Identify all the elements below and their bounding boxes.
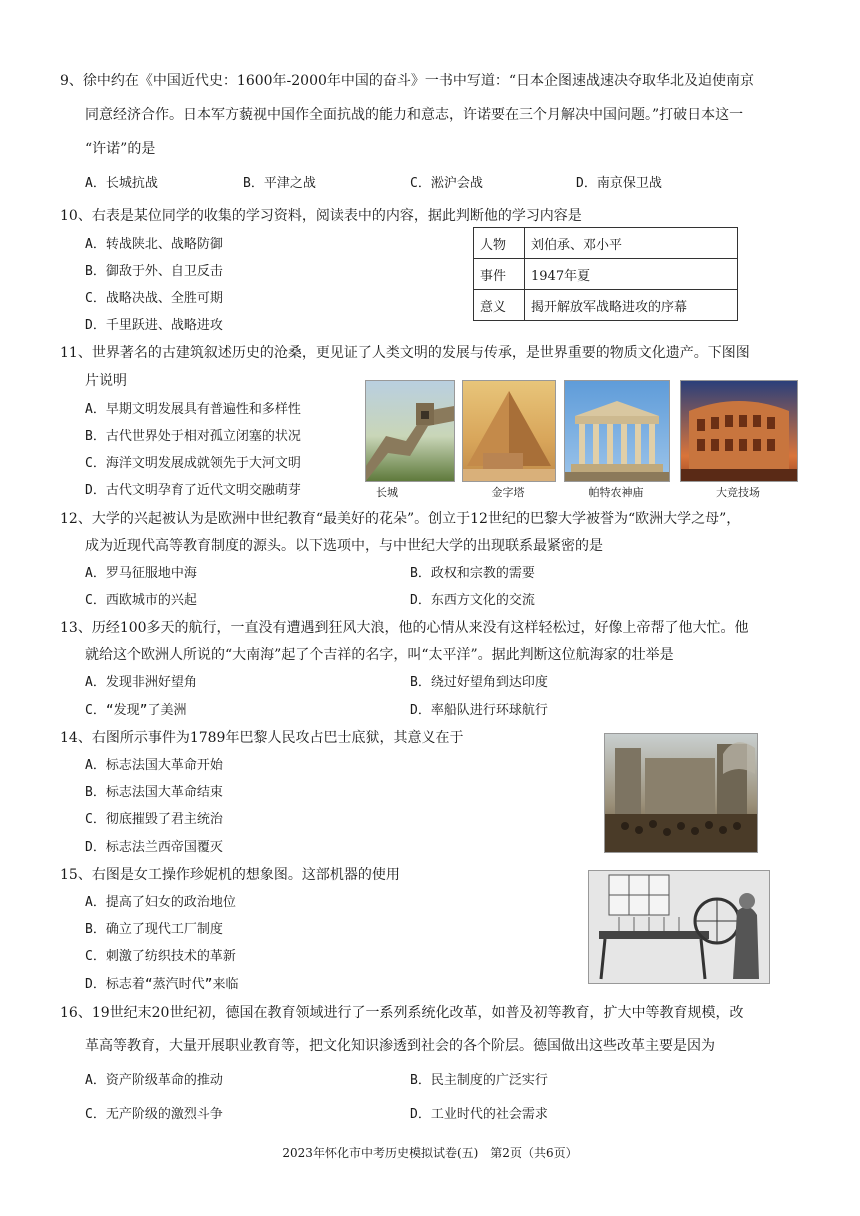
- great-wall-photo: [365, 380, 455, 482]
- colosseum-photo: [680, 380, 798, 482]
- q9-option-b[interactable]: B．平津之战: [243, 176, 316, 191]
- bastille-painting: [604, 733, 758, 853]
- q12-option-d[interactable]: D．东西方文化的交流: [410, 593, 535, 608]
- spinning-jenny-icon: [589, 871, 769, 983]
- q13-option-a[interactable]: A．发现非洲好望角: [85, 675, 197, 690]
- q10-info-table: [473, 227, 738, 321]
- q14-option-c[interactable]: C．彻底摧毁了君主统治: [85, 812, 223, 827]
- parthenon-icon: [565, 381, 669, 481]
- caption-great-wall: 长城: [376, 486, 398, 499]
- q9-option-a[interactable]: A．长城抗战: [85, 176, 158, 191]
- q12-stem-line2: 成为近现代高等教育制度的源头。以下选项中，与中世纪大学的出现联系最紧密的是: [85, 538, 603, 554]
- q13-stem-line2: 就给这个欧洲人所说的“大南海”起了个吉祥的名字，叫“太平洋”。据此判断这位航海家的壮举是: [85, 647, 674, 663]
- q11-option-b[interactable]: B．古代世界处于相对孤立闭塞的状况: [85, 429, 301, 444]
- q16-stem-line2: 革高等教育，大量开展职业教育等，把文化知识渗透到社会的各个阶层。德国做出这些改革主要是因为: [85, 1038, 715, 1054]
- pyramid-icon: [463, 381, 555, 481]
- table-row: [474, 290, 738, 321]
- q10-stem-line1: 10、右表是某位同学的收集的学习资料，阅读表中的内容，据此判断他的学习内容是: [60, 208, 582, 224]
- q9-stem-line3: “许诺”的是: [85, 141, 156, 157]
- q15-option-d[interactable]: D．标志着“蒸汽时代”来临: [85, 977, 239, 992]
- q13-option-d[interactable]: D．率船队进行环球航行: [410, 703, 548, 718]
- q9-option-d[interactable]: D．南京保卫战: [576, 176, 662, 191]
- q10-option-a[interactable]: A．转战陕北、战略防御: [85, 237, 223, 252]
- caption-pyramid: 金字塔: [491, 486, 525, 499]
- q13-option-c[interactable]: C．“发现”了美洲: [85, 703, 187, 718]
- table-value: 揭开解放军战略进攻的序幕: [525, 290, 738, 321]
- q12-stem-line1: 12、大学的兴起被认为是欧洲中世纪教育“最美好的花朵”。创立于12世纪的巴黎大学被誉为“欧洲大学之母”，: [60, 511, 741, 527]
- bastille-fortress-icon: [605, 734, 757, 852]
- q13-stem-line1: 13、历经100多天的航行，一直没有遭遇到狂风大浪，他的心情从来没有这样轻松过，好像上帝帮了他大忙。他: [60, 620, 749, 636]
- q14-option-b[interactable]: B．标志法国大革命结束: [85, 785, 223, 800]
- q16-option-a[interactable]: A．资产阶级革命的推动: [85, 1073, 223, 1088]
- caption-colosseum: 大竞技场: [716, 486, 760, 499]
- q11-option-c[interactable]: C．海洋文明发展成就领先于大河文明: [85, 456, 301, 471]
- q16-option-d[interactable]: D．工业时代的社会需求: [410, 1107, 548, 1122]
- table-value: 1947年夏: [525, 259, 738, 290]
- table-row: [474, 259, 738, 290]
- q11-option-a[interactable]: A．早期文明发展具有普遍性和多样性: [85, 402, 301, 417]
- q10-option-c[interactable]: C．战略决战、全胜可期: [85, 291, 223, 306]
- pyramid-photo: [462, 380, 556, 482]
- q9-option-c[interactable]: C．淞沪会战: [410, 176, 483, 191]
- q15-option-b[interactable]: B．确立了现代工厂制度: [85, 922, 223, 937]
- q15-option-a[interactable]: A．提高了妇女的政治地位: [85, 895, 236, 910]
- q12-option-a[interactable]: A．罗马征服地中海: [85, 566, 197, 581]
- q12-option-b[interactable]: B．政权和宗教的需要: [410, 566, 535, 581]
- q11-option-d[interactable]: D．古代文明孕育了近代文明交融萌芽: [85, 483, 301, 498]
- q15-stem-line1: 15、右图是女工操作珍妮机的想象图。这部机器的使用: [60, 867, 400, 883]
- table-row: [474, 228, 738, 259]
- q12-option-c[interactable]: C．西欧城市的兴起: [85, 593, 197, 608]
- table-key: 人物: [474, 228, 525, 259]
- q13-option-b[interactable]: B．绕过好望角到达印度: [410, 675, 548, 690]
- spinning-jenny-illustration: [588, 870, 770, 984]
- q16-option-c[interactable]: C．无产阶级的激烈斗争: [85, 1107, 223, 1122]
- q10-option-b[interactable]: B．御敌于外、自卫反击: [85, 264, 223, 279]
- q9-stem-line2: 同意经济合作。日本军方藐视中国作全面抗战的能力和意志，许诺要在三个月解决中国问题。”打破日本这一: [85, 107, 744, 123]
- q10-option-d[interactable]: D．千里跃进、战略进攻: [85, 318, 223, 333]
- caption-parthenon: 帕特农神庙: [588, 486, 644, 499]
- q14-option-d[interactable]: D．标志法兰西帝国覆灭: [85, 840, 223, 855]
- q14-stem-line1: 14、右图所示事件为1789年巴黎人民攻占巴士底狱，其意义在于: [60, 730, 464, 746]
- q11-stem-line2: 片说明: [85, 373, 127, 389]
- q14-option-a[interactable]: A．标志法国大革命开始: [85, 758, 223, 773]
- q11-stem-line1: 11、世界著名的古建筑叙述历史的沧桑，更见证了人类文明的发展与传承，是世界重要的物质文化遗产。下图图: [60, 345, 750, 361]
- q15-option-c[interactable]: C．刺激了纺织技术的革新: [85, 949, 236, 964]
- great-wall-icon: [366, 381, 454, 481]
- q9-stem-line1: 9、徐中约在《中国近代史：1600年-2000年中国的奋斗》一书中写道：“日本企图速战速决夺取华北及迫使南京: [60, 73, 755, 89]
- q16-option-b[interactable]: B．民主制度的广泛实行: [410, 1073, 548, 1088]
- colosseum-icon: [681, 381, 797, 481]
- parthenon-photo: [564, 380, 670, 482]
- table-key: 意义: [474, 290, 525, 321]
- table-value: 刘伯承、邓小平: [525, 228, 738, 259]
- page-footer: 2023年怀化市中考历史模拟试卷(五) 第2页（共6页）: [282, 1146, 578, 1160]
- q16-stem-line1: 16、19世纪末20世纪初，德国在教育领域进行了一系列系统化改革，如普及初等教育，扩大中等教育规模，改: [60, 1005, 744, 1021]
- table-key: 事件: [474, 259, 525, 290]
